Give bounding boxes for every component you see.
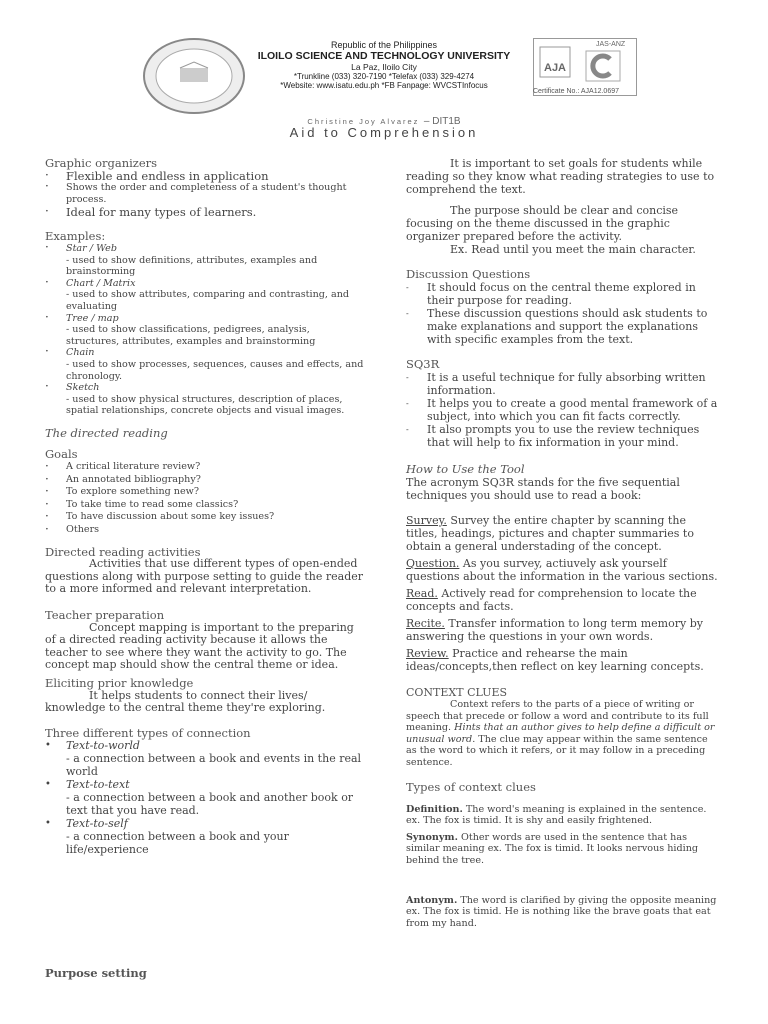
goals-heading: Goals [45, 447, 78, 462]
goal-item: · To have discussion about some key issues? [45, 511, 365, 524]
cert-number: Certificate No.: AJA12.0697 [533, 88, 619, 95]
example-name: Sketch [66, 382, 100, 394]
purpose-text-3: Ex. Read until you meet the main character. [450, 243, 696, 256]
teacher-prep-heading: Teacher preparation [45, 608, 165, 622]
go-item: · Flexible and endless in application [45, 170, 365, 183]
step-read [406, 587, 718, 613]
step-term: Read. [406, 587, 438, 600]
step-text: Survey the entire chapter by scanning the titles, headings, pictures and chapter summaries to obtain a general understading of the concept. [406, 514, 694, 553]
directed-reading-heading: The directed reading [45, 425, 168, 440]
clue-text: The word's meaning is explained in the sentence. ex. The fox is timid. It is shy and easily frightened. [406, 803, 707, 827]
example-name: Chart / Matrix [66, 277, 136, 289]
example-desc: - used to show classifications, pedigrees, analysis, structures, attributes, examples and brainstorming [66, 324, 316, 347]
header-address: La Paz, Iloilo City [351, 62, 417, 72]
examples-heading: Examples: [45, 229, 106, 244]
goal-item: · An annotated bibliography? [45, 474, 365, 487]
cert-label: JAS-ANZ [596, 41, 626, 48]
discussion-heading: Discussion Questions [406, 267, 531, 281]
header-phone: *Trunkline (033) 320-7190 *Telefax (033) 329-4274 [293, 72, 475, 81]
step-term: Survey. [406, 514, 447, 527]
how-to-text: The acronym SQ3R stands for the five sequential techniques you should use to read a book: [406, 476, 680, 502]
connection-desc: - a connection between a book and another book or text that you have read. [66, 791, 354, 818]
purpose-text-2: The purpose should be clear and concise focusing on the theme discussed in the graphic organizer prepared before the activity. [406, 204, 679, 243]
connection-name: Text-to-text [66, 778, 130, 792]
discussion-item: - These discussion questions should ask students to make explanations and support the explanations with specific examples from the text. [406, 307, 718, 346]
example-item [45, 243, 365, 278]
go-list [45, 170, 365, 219]
connection-name: Text-to-world [66, 739, 140, 753]
example-desc: - used to show definitions, attributes, examples and brainstorming [66, 254, 318, 278]
cc-text-3: The clue may appear within the same sentence as the word to which it refers, or it may follow in a preceding sentence. [406, 733, 708, 768]
example-item [45, 382, 365, 417]
clue-text: The word is clarified by giving the opposite meaning ex. The fox is timid. He is nothing like the brave goats that eat from my hand. [406, 894, 717, 929]
university-seal-logo [140, 36, 248, 116]
teacher-prep-text: Concept mapping is important to the preparing of a directed reading activity because it allows the teacher to see where they want the activity to go. The concept map should show the central theme or idea. [45, 620, 354, 672]
step-text: As you survey, actiuvely ask yourself questions about the information in the various sections. [406, 557, 718, 583]
example-name: Chain [66, 347, 95, 359]
example-desc: - used to show processes, sequences, causes and effects, and chronology. [66, 358, 364, 382]
connection-item [45, 739, 365, 778]
cc-text-2: Hints that an author gives to help define a difficult or unusual word. [406, 722, 715, 745]
eliciting-heading: Eliciting prior knowledge [45, 675, 194, 690]
clue-term: Synonym. [406, 831, 458, 843]
example-item [45, 347, 365, 382]
right-column [406, 157, 718, 929]
connection-name: Text-to-self [66, 817, 128, 831]
step-question [406, 557, 718, 583]
go-item: · Ideal for many types of learners. [45, 206, 365, 219]
goal-item: · A critical literature review? [45, 461, 365, 474]
step-survey [406, 514, 718, 553]
cc-text-1: Context refers to the parts of a piece of writing or speech that precede or follow a word and contribute to its full meaning. [406, 699, 709, 734]
types-heading: Types of context clues [406, 779, 536, 794]
connection-item [45, 778, 365, 817]
example-item [45, 278, 365, 313]
step-text: Actively read for comprehension to locate the concepts and facts. [406, 587, 697, 613]
author-name: Christine Joy Alvarez [307, 117, 420, 126]
header-website: *Website: www.isatu.edu.ph *FB Fanpage: WVCSTInfocus [280, 81, 488, 90]
purpose-setting-heading: Purpose setting [45, 966, 147, 980]
connection-heading: Three different types of connection [45, 725, 251, 740]
antonym-clue [406, 895, 718, 930]
example-item [45, 313, 365, 348]
purpose-text-1: It is important to set goals for students while reading so they know what reading strategies to use to comprehend the text. [406, 157, 715, 196]
step-review [406, 647, 718, 673]
context-clues-text [406, 699, 718, 769]
step-term: Recite. [406, 617, 445, 630]
example-desc: - used to show physical structures, description of places, spatial relationships, concrete objects and visual images. [66, 393, 345, 417]
how-to-heading: How to Use the Tool [406, 462, 525, 476]
header-republic: Republic of the Philippines [330, 40, 438, 50]
examples-list [45, 243, 365, 417]
step-text: Practice and rehearse the main ideas/concepts,then reflect on key learning concepts. [406, 647, 704, 673]
step-term: Review. [406, 647, 449, 660]
sq3r-item: - It is a useful technique for fully absorbing written information. [406, 371, 718, 397]
connection-list [45, 739, 365, 856]
step-text: Transfer information to long term memory by answering the questions in your own words. [406, 617, 703, 643]
svg-text:AJA: AJA [544, 62, 567, 74]
step-term: Question. [406, 557, 460, 570]
clue-text: Other words are used in the sentence that has similar meaning ex. The fox is timid. It looks nervous hiding behind the tree. [406, 831, 699, 866]
goal-item: · To explore something new? [45, 486, 365, 499]
go-item: · Shows the order and completeness of a student's thought process. [45, 182, 365, 206]
step-recite [406, 617, 718, 643]
synonym-clue [406, 832, 718, 867]
example-name: Tree / map [66, 312, 119, 324]
discussion-item: - It should focus on the central theme explored in their purpose for reading. [406, 281, 718, 307]
eliciting-text: It helps students to connect their lives/ knowledge to the central theme they're exploring. [45, 688, 326, 715]
discussion-list [406, 281, 718, 346]
dra-heading: Directed reading activities [45, 544, 201, 559]
definition-clue [406, 804, 718, 827]
example-name: Star / Web [66, 242, 117, 254]
left-column [45, 157, 365, 856]
graphic-organizers-heading: Graphic organizers [45, 156, 158, 170]
sq3r-item: - It helps you to create a good mental framework of a subject, into which you can fit facts correctly. [406, 397, 718, 423]
class-section: – DIT1B [423, 116, 461, 127]
connection-desc: - a connection between a book and your life/experience [66, 830, 289, 857]
connection-desc: - a connection between a book and events in the real world [66, 752, 362, 779]
page-title: Aid to Comprehension [289, 125, 479, 140]
header-university: ILOILO SCIENCE AND TECHNOLOGY UNIVERSITY [257, 50, 511, 62]
sq3r-item: - It also prompts you to use the review techniques that will help to fix information in your mind. [406, 423, 718, 449]
sq3r-list [406, 371, 718, 449]
dra-text: Activities that use different types of open-ended questions along with purpose setting to guide the reader to a more informed and relevant interpretation. [45, 557, 364, 596]
clue-term: Antonym. [406, 894, 458, 906]
context-clues-heading: CONTEXT CLUES [406, 686, 508, 699]
connection-item [45, 817, 365, 856]
sq3r-heading: SQ3R [406, 357, 440, 371]
goal-item: · To take time to read some classics? [45, 499, 365, 512]
goal-item: · Others [45, 524, 365, 537]
clue-term: Definition. [406, 803, 463, 815]
example-desc: - used to show attributes, comparing and contrasting, and evaluating [66, 289, 350, 312]
goals-list [45, 461, 365, 537]
